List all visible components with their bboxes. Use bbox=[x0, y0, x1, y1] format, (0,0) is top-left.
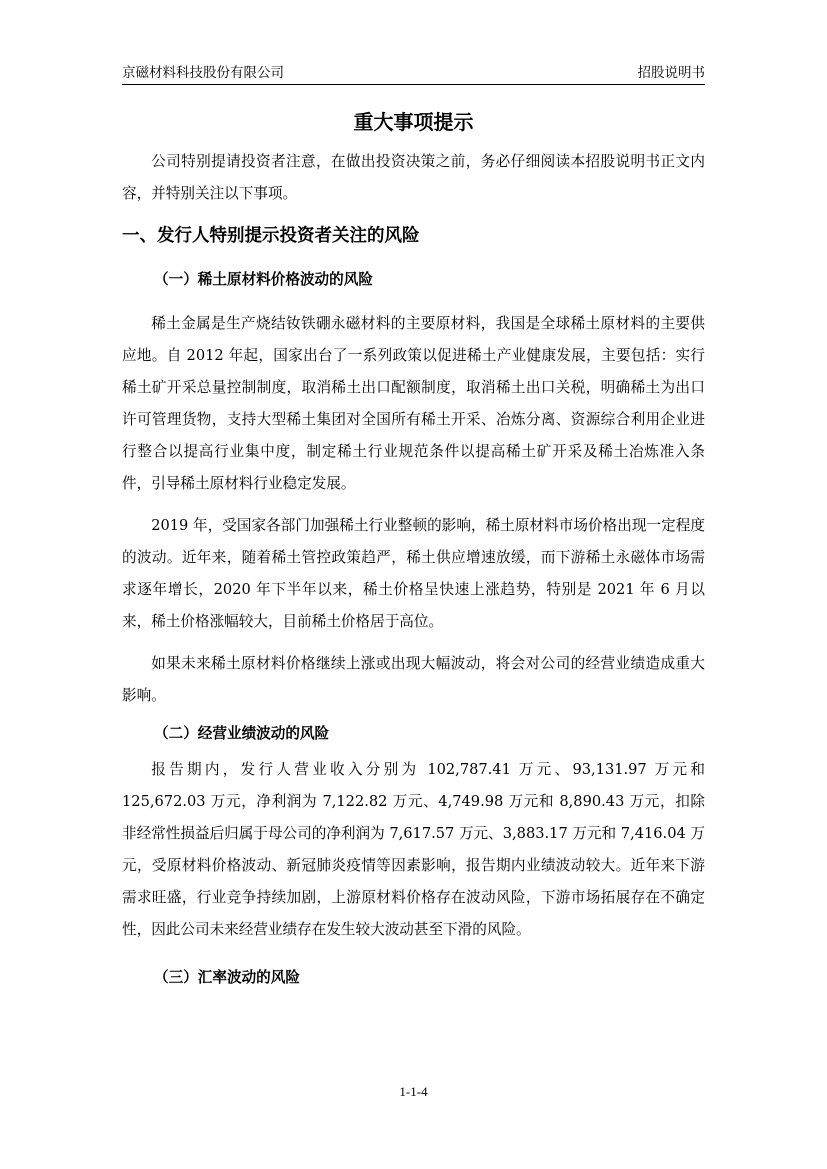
intro-paragraph: 公司特别提请投资者注意，在做出投资决策之前，务必仔细阅读本招股说明书正文内容，并特别关注以下事项。 bbox=[122, 153, 705, 202]
page-header bbox=[122, 58, 705, 85]
subsection-heading-rare-earth: （一）稀土原材料价格波动的风险 bbox=[154, 271, 373, 288]
subsection-heading-exchange-rate: （三）汇率波动的风险 bbox=[154, 969, 300, 986]
rare-earth-paragraph-2: 2019 年，受国家各部门加强稀土行业整顿的影响，稀土原材料市场价格出现一定程度的波动。近年来，随着稀土管控政策趋严，稀土供应增速放缓，而下游稀土永磁体市场需求逐年增长，2020 年下半年以来，稀土价格呈快速上涨趋势，特别是 2021 年 6 月以来，稀土价格涨幅较大，目前稀土价格居于高位。 bbox=[122, 517, 705, 630]
section-heading: 一、发行人特别提示投资者关注的风险 bbox=[122, 226, 420, 246]
performance-paragraph: 报告期内，发行人营业收入分别为 102,787.41 万元、93,131.97 万元和 125,672.03 万元，净利润为 7,122.82 万元、4,749.98 万元和 8,890.43 万元，扣除非经常性损益后归属于母公司的净利润为 7,617.57 万元、3,883.17 万元和 7,416.04 万元，受原材料价格波动、新冠肺炎疫情等因素影响，报告期内业绩波动较大。近年来下游需求旺盛，行业竞争持续加剧，上游原材料价格存在波动风险，下游市场拓展存在不确定性，因此公司未来经营业绩存在发生较大波动甚至下滑的风险。 bbox=[122, 761, 706, 938]
subsection-heading-performance: （二）经营业绩波动的风险 bbox=[154, 725, 330, 742]
rare-earth-paragraph-3: 如果未来稀土原材料价格继续上涨或出现大幅波动，将会对公司的经营业绩造成重大影响。 bbox=[122, 655, 705, 704]
page-number: 1-1-4 bbox=[399, 1084, 428, 1099]
header-company-name: 京磁材料科技股份有限公司 bbox=[122, 65, 284, 81]
document-body bbox=[122, 102, 705, 998]
rare-earth-paragraph-1: 稀土金属是生产烧结钕铁硼永磁材料的主要原材料，我国是全球稀土原材料的主要供应地。自 2012 年起，国家出台了一系列政策以促进稀土产业健康发展，主要包括：实行稀土矿开采总量控制制度，取消稀土出口配额制度，取消稀土出口关税，明确稀土为出口许可管理货物，支持大型稀土集团对全国所有稀土开采、冶炼分离、资源综合利用企业进行整合以提高行业集中度，制定稀土行业规范条件以提高稀土矿开采及稀土冶炼准入条件，引导稀土原材料行业稳定发展。 bbox=[122, 315, 705, 492]
page-title: 重大事项提示 bbox=[353, 110, 474, 134]
header-document-type: 招股说明书 bbox=[637, 65, 705, 81]
